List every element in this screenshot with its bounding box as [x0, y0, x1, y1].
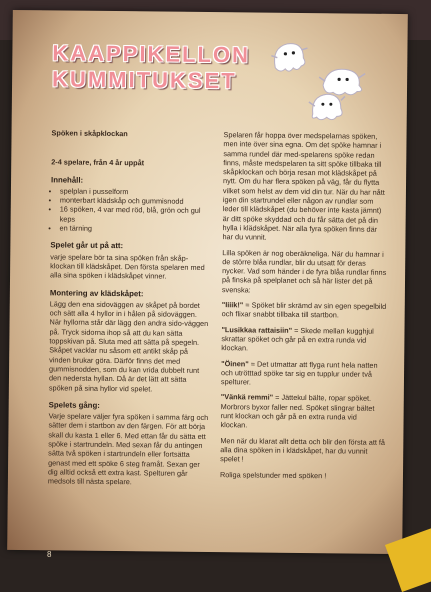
round-name: "Öinen": [221, 358, 249, 368]
round-rule: [222, 300, 387, 320]
list-item: • en tärning: [60, 224, 211, 235]
list-item: • spelplan i pusselform: [60, 186, 211, 197]
round-name: "Vänkä remmi": [220, 392, 274, 403]
left-column: [48, 128, 212, 493]
list-item: • monterbart klädskåp och gummisnodd: [60, 196, 211, 207]
play-text: Varje spelare väljer fyra spöken i samma färg och sätter dem i startbon av den färgen. För att börja skall du kasta 1 eller 6. Med ettan får du sätta ett spöke i startrundeln. Med sexan får du antingen sätta två spöken i startrundeln eller fortsätta genast med ett spöke 6 steg framåt. Sexan ger dig alltid också ett extra kast. Spelturen går medsols till nästa spelare.: [47, 411, 209, 487]
page-number: 8: [47, 550, 52, 559]
round-description: = Jättekul bälte, ropar spöket. Morbrors byxor faller ned. Spöket slingrar bältet runt klockan och går på en extra runda vid klockan.: [220, 393, 375, 430]
round-name: "Lusikkaa rattaisiin": [221, 324, 293, 335]
players-info: 2-4 spelare, från 4 år uppåt: [51, 157, 145, 168]
round-description: = Det utmattar att flyga runt hela natten och utrötttad spöke tar sig en tupplur under två spelturer.: [220, 358, 378, 387]
assembly-text: Lägg den ena sidoväggen av skåpet på bordet och sätt alla 4 hyllor in i hålen på sidoväggen. När hyllorna står där lägg den andra sido-väggen på. Tryck sidorna ihop så att du kan sätta toppskivan på. Sluta med att sätta på spegeln. Skåpet vacklar nu såsom ett antikt skåp på vinden brukar göra. Därför finns det med gummisnodden, som du kan vrida dubbelt runt den nedersta hyllan. Då är det lätt att sätta spöken på sina hyllor vid spelet.: [48, 299, 209, 393]
contents-list: [51, 186, 211, 234]
goal-text: varje spelare bör ta sina spöken från skåp-klockan till klädskåpet. Den första spelaren med alla sina spöken i klädskåpet vinner.: [50, 252, 205, 281]
right-column: [220, 130, 389, 487]
title-line-1: KAAPPIKELLON: [52, 40, 251, 68]
goal-heading: Spelet går ut på att:: [50, 240, 124, 251]
round-description: = Skede mellan kugghjul skrattar spöket och går på en extra runda vid klockan.: [221, 325, 374, 353]
round-name: "Iiiik!": [221, 300, 244, 310]
round-description: = Spöket blir skrämd av sin egen spegelbild och flixar snabbt tillbaka till startbon.: [221, 300, 387, 320]
round-rule: [221, 325, 386, 355]
winning-paragraph: Men när du klarat allt detta och blir den första att få alla dina spöken in i klädskåpet, har du vunnit spelet !: [220, 435, 386, 464]
blue-rounds-intro: Lilla spöken är nog oberäkneliga. När du hamnar i de större blåa rundlar, blir du utsatt för deras nycker. Vad som händer i de fyra blåa rundlar finns på finska på spelplanet och så här lister det på svenska:: [221, 247, 387, 295]
game-subtitle: Spöken i skåpklockan: [51, 128, 128, 139]
closing-line: Roliga spelstunder med spöken !: [219, 469, 327, 480]
contents-heading: Innehåll:: [51, 174, 84, 185]
page-title: [52, 40, 283, 94]
ghost-icon: [307, 88, 347, 124]
assembly-heading: Montering av klädskåpet:: [49, 287, 144, 298]
list-item: • 16 spöken, 4 var med röd, blå, grön och gul keps: [60, 205, 211, 225]
play-heading: Spelets gång:: [48, 400, 100, 410]
title-line-2: KUMMITUKSET: [51, 66, 237, 94]
round-rule: [221, 359, 386, 389]
document-page: [7, 10, 408, 554]
rules-paragraph: Spelaren får hoppa över medspelarnas spöken, men inte över sina egna. Om det spöke hamnar i samma rundel där med-spelarens spöke redan finns, måste medspelaren ta sitt spöke tillbaka till skåpklockan och börja resan mot klädskåpet på nytt. Om du har flera spöken på väg, får du flytta vilket som helst av dem vid din tur. När du har nått igen din startrundel eller någon av rundlar som leder till klädskåpet (du behöver inte kasta jämnt) är ditt spöke skyddad och du får sätta det på din hylla i klädskåpet. När alla fyra spöken finns där har du vunnit.: [222, 130, 385, 242]
ghost-icon: [267, 38, 309, 76]
round-rule: [220, 393, 385, 432]
